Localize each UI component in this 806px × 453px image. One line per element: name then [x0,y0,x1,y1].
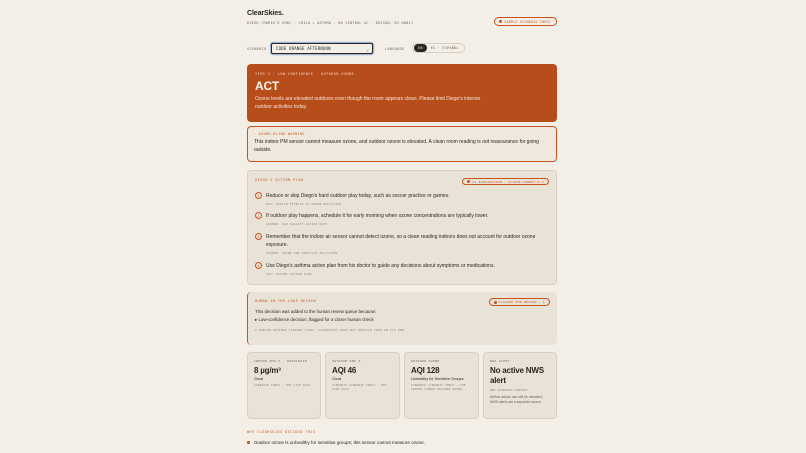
decision-tier: TIER 3 · LOW CONFIDENCE · OUTDOOR OZONE [255,72,355,76]
action-plan-label: DIEGO'S ACTION PLAN [255,178,304,182]
tile-label: OUTDOOR PM2.5 [332,359,361,363]
review-label: HUMAN-IN-THE-LOOP REVIEW [255,299,316,303]
tile-category: Good [254,377,264,381]
step-text: If outdoor play happens, schedule it for early morning when ozone concentrations are typically lower. [266,213,489,219]
sample-badge-label: SAMPLE SCENARIO INPUT [504,19,551,24]
list-item [247,440,425,445]
language-es-button[interactable]: ES · ESPAÑOL [430,46,459,50]
step-number: 1 [255,192,262,199]
step-text: Use Diego's asthma action plan from his doctor to guide any decisions about symptoms or medications. [266,263,495,269]
scenario-label: SCENARIO [247,46,267,51]
why-label: WHY CLEARSKIES DECIDED THIS [247,430,316,434]
brand-logo[interactable]: ClearSkies. [247,10,284,17]
status-dot-icon [467,180,470,183]
decision-card [247,64,557,122]
tile-label: NWS ALERT [490,359,510,363]
review-text: This decision was added to the human review queue because: [255,309,377,314]
scenario-row [247,42,557,55]
flagged-review-badge[interactable] [489,298,550,306]
tile-value: AQI 46 [332,366,357,375]
human-review-panel [247,292,557,345]
step-text [266,233,551,249]
review-reason-text: Low-confidence decision, flagged for a closer human check [258,317,374,322]
decision-message: Ozone levels are elevated outdoors even though the room appears clean. Please limit Diego's intense outdoor activities today. [255,96,481,110]
step-source-link[interactable]: EPA: HEALTH EFFECTS OF OZONE POLLUTION [266,202,342,206]
step-number: 2 [255,212,262,219]
profile-subline: DIEGO (MARIA'S SON) · CHILD + ASTHMA · NO CENTRAL AC · EDISON, NJ 08817 [247,21,414,25]
review-badge-label: FLAGGED FOR REVIEW · 1 [498,300,545,304]
why-reason-text: Outdoor ozone is unhealthy for sensitive groups; this sensor cannot measure ozone. [253,440,425,445]
tile-note: SCENARIO INPUT · NOT LIVE DATA [254,383,311,387]
language-label: LANGUAGE [385,46,405,51]
tile-note: SCENARIO SCENARIO INPUT · NOT LIVE DATA [332,383,387,391]
warning-text-part: This indoor PM sensor cannot measure ozone, and outdoor ozone is elevated. A clean room reading is [254,139,483,145]
action-plan [247,170,557,285]
tile-value: 8 µg/m³ [254,366,281,375]
status-dot-icon [499,20,502,23]
outdoor-ozone-tile [404,352,479,419]
ai-explanation-badge[interactable] [462,178,549,185]
nws-alert-tile [483,352,557,419]
scenario-selected-value: CODE ORANGE AFTERNOON [276,46,331,51]
list-item [255,192,551,206]
step-source-link[interactable]: AIRNOW: OZONE AND PARTICLE POLLUTION [266,251,338,255]
list-item [255,262,551,276]
warning-label: · OZONE-BLIND WARNING [254,132,305,136]
step-number: 3 [255,233,262,240]
warning-text [254,138,550,154]
triangle-right-icon: ▸ [255,317,258,322]
language-en-button[interactable]: EN [414,44,427,52]
step-source-link[interactable]: AIRNOW: AIR QUALITY ACTION DAYS [266,222,328,226]
review-reason [255,317,550,323]
review-note: A PERSON REVIEWS FLAGGED CASES. CLEARSKIES DOES NOT REPLACE THEM ON ITS OWN. [255,328,406,332]
step-text: Reduce or skip Diego's hard outdoor play today, such as soccer practice or games. [266,193,450,199]
indoor-pm-tile [247,352,321,419]
chevron-down-icon: ⌄ [366,46,369,52]
list-item [255,233,551,255]
language-toggle [412,43,465,53]
warning-text-emphasis: not [482,139,490,145]
ozone-blind-warning [247,126,557,162]
app-header [247,10,557,30]
step-text-part: account for outdoor ozone exposure. [266,234,536,248]
step-source-link[interactable]: CDC: ASTHMA ACTION PLAN [266,272,312,276]
scenario-select[interactable] [271,43,373,54]
warning-text-part: reassurance for going outside. [254,139,539,153]
step-number: 4 [255,262,262,269]
tile-value: AQI 128 [411,366,440,375]
tile-category: Good [332,377,342,381]
tile-note: SCENARIO SCENARIO INPUT · THE SENSOR CANNOT MEASURE OZONE. [411,383,466,391]
decision-title: ACT [255,79,280,93]
bullet-icon [247,441,250,444]
tile-label: INDOOR PM2.5 · PURPLEAIR [254,359,307,363]
outdoor-pm-tile [325,352,400,419]
step-text-emphasis: not [468,234,476,240]
tile-category: Unhealthy for Sensitive Groups [411,377,464,381]
tile-value: No active NWS alert [490,366,544,385]
step-text-part: Remember that the indoor air sensor cannot detect ozone, so a clean reading indoors does [266,234,469,240]
tile-label: OUTDOOR OZONE [411,359,440,363]
tile-note: NWS SCENARIO CONTEXT [490,388,528,392]
ai-badge-label: AI EXPLANATION · CLAUDE-SONNET-4-5 [472,179,544,184]
list-item [255,212,551,226]
sample-scenario-badge [494,17,557,26]
tile-description: Airflow advice can still be elevated; NWS alerts are a separate source. [490,395,543,404]
status-dot-icon [494,301,497,304]
